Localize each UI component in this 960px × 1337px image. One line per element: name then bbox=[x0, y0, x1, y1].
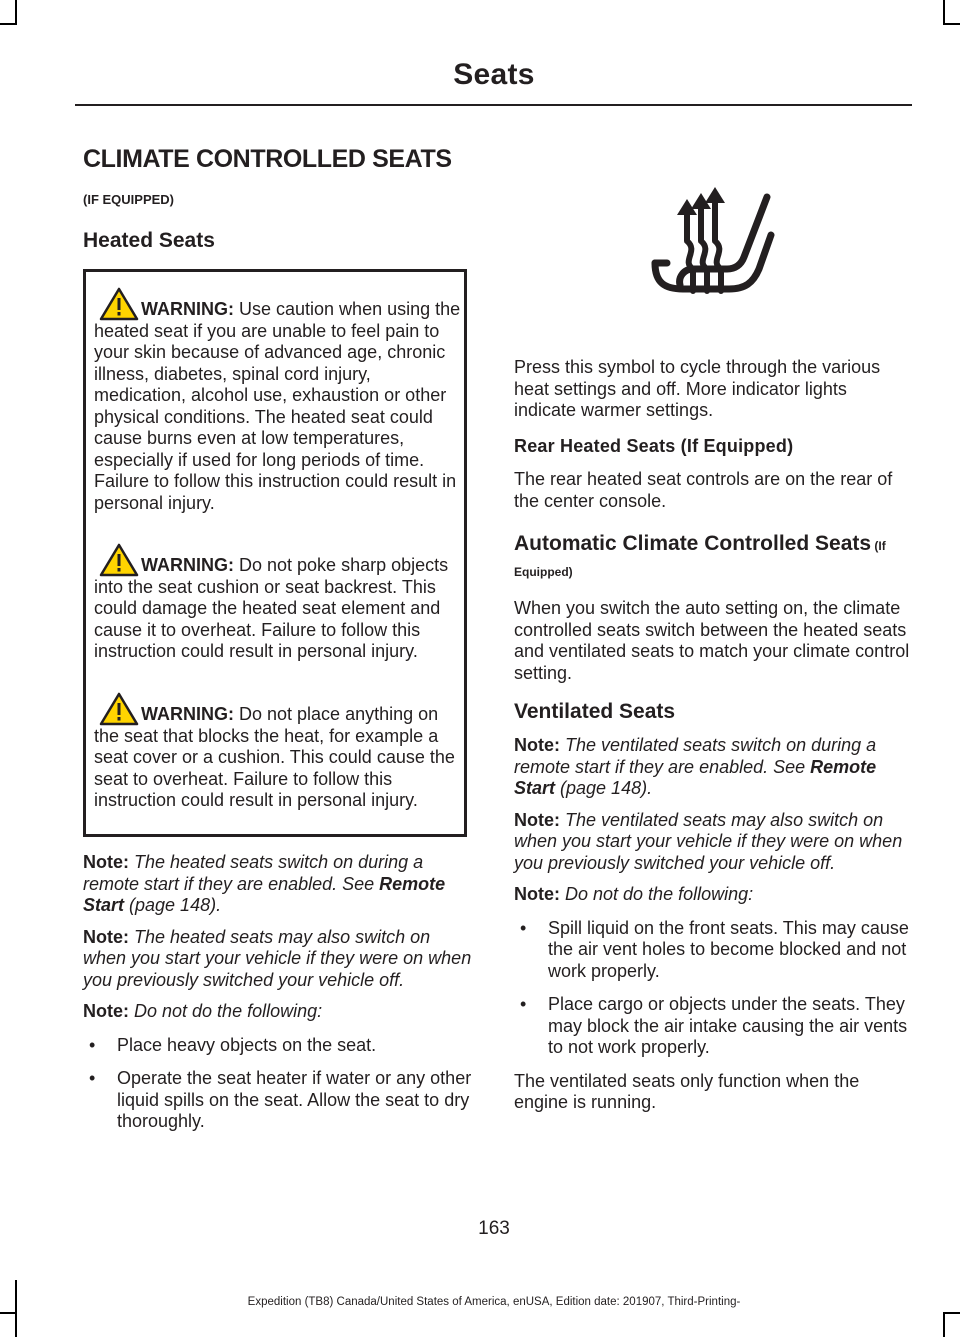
ventilated-bullet-list bbox=[514, 918, 910, 1059]
heated-bullet-list bbox=[83, 1035, 475, 1133]
footer-text: Expedition (TB8) Canada/United States of America, enUSA, Edition date: 201907, Third-Printing- bbox=[247, 1296, 741, 1308]
warning-text: Do not poke sharp objects into the seat cushion or seat backrest. This could damage the heated seat element and cause it to overheat. Failure to follow this instruction could result in personal injury. bbox=[94, 555, 449, 661]
warning-label: WARNING: bbox=[141, 299, 234, 319]
warning-label: WARNING: bbox=[141, 555, 234, 575]
crop-mark bbox=[943, 1312, 960, 1314]
warning-text: Use caution when using the heated seat if you are unable to feel pain to your skin because of advanced age, chronic illness, diabetes, spinal cord injury, medication, alcohol use, exhaustion or other physical conditions. The heated seat could cause burns even at low temperatures, especially if used for long periods of time. Failure to follow this instruction could result in personal injury. bbox=[94, 299, 461, 513]
warning-3 bbox=[94, 704, 467, 812]
remote-start-link[interactable]: Remote Start bbox=[83, 873, 446, 915]
crop-mark bbox=[943, 0, 945, 25]
list-item: • Place heavy objects on the seat. bbox=[83, 1035, 475, 1057]
warning-1 bbox=[94, 299, 467, 514]
ventilated-seats-heading: Ventilated Seats bbox=[514, 700, 676, 723]
automatic-climate-seats-heading: Automatic Climate Controlled Seats (If Equipped) bbox=[514, 532, 886, 579]
warning-triangle-icon bbox=[99, 543, 139, 577]
crop-mark bbox=[0, 23, 17, 25]
crop-mark bbox=[15, 0, 17, 25]
warning-2 bbox=[94, 555, 467, 663]
warning-triangle-icon bbox=[99, 287, 139, 321]
left-notes bbox=[83, 852, 475, 1133]
section-title: CLIMATE CONTROLLED SEATS bbox=[83, 145, 452, 173]
warning-box bbox=[83, 269, 467, 837]
note-vent-do-not: Note: Do not do the following: bbox=[514, 884, 754, 904]
note-heated-do-not: Note: Do not do the following: bbox=[83, 1001, 323, 1021]
rear-heated-seats-text: The rear heated seat controls are on the rear of the center console. bbox=[514, 469, 893, 511]
remote-start-link[interactable]: Remote Start bbox=[514, 756, 877, 798]
list-item: • Spill liquid on the front seats. This may cause the air vent holes to become blocked and not work properly. bbox=[514, 918, 910, 983]
warning-text: Do not place anything on the seat that blocks the heat, for example a seat cover or a cushion. This could cause the seat to overheat. Failure to follow this instruction could result in personal injury. bbox=[94, 704, 455, 810]
if-equipped-label: (IF EQUIPPED) bbox=[83, 192, 175, 207]
crop-mark bbox=[15, 1280, 17, 1337]
crop-mark bbox=[0, 1312, 17, 1314]
heated-seats-heading: Heated Seats bbox=[83, 229, 215, 252]
page-header-title: Seats bbox=[453, 58, 535, 91]
press-symbol-text: Press this symbol to cycle through the various heat settings and off. More indicator lights indicate warmer settings. bbox=[514, 357, 881, 420]
note-vent-switch-on: Note: The ventilated seats may also switch on when you start your vehicle if they were on when you previously switched your vehicle off. bbox=[514, 809, 903, 873]
automatic-climate-seats-text: When you switch the auto setting on, the climate controlled seats switch between the heated seats and ventilated seats to match your climate control setting. bbox=[514, 598, 910, 683]
rear-heated-seats-heading: Rear Heated Seats (If Equipped) bbox=[514, 435, 794, 456]
list-item: • Operate the seat heater if water or any other liquid spills on the seat. Allow the seat to dry thoroughly. bbox=[83, 1068, 475, 1133]
header-rule bbox=[75, 104, 912, 106]
page-number: 163 bbox=[478, 1218, 510, 1239]
note-heated-remote-start: Note: The heated seats switch on during a remote start if they are enabled. See Remote Start (page 148). bbox=[83, 852, 446, 915]
note-vent-remote-start: Note: The ventilated seats switch on during a remote start if they are enabled. See Remote Start (page 148). bbox=[514, 735, 877, 798]
heated-seat-icon bbox=[647, 185, 777, 303]
warning-triangle-icon bbox=[99, 692, 139, 726]
crop-mark bbox=[943, 1312, 945, 1337]
list-item: • Place cargo or objects under the seats. They may block the air intake causing the air vents to not work properly. bbox=[514, 994, 910, 1059]
crop-mark bbox=[943, 23, 960, 25]
note-heated-switch-on: Note: The heated seats may also switch on when you start your vehicle if they were on when you previously switched your vehicle off. bbox=[83, 926, 472, 990]
warning-label: WARNING: bbox=[141, 704, 234, 724]
right-column bbox=[514, 357, 910, 1114]
ventilated-final-text: The ventilated seats only function when the engine is running. bbox=[514, 1070, 860, 1112]
